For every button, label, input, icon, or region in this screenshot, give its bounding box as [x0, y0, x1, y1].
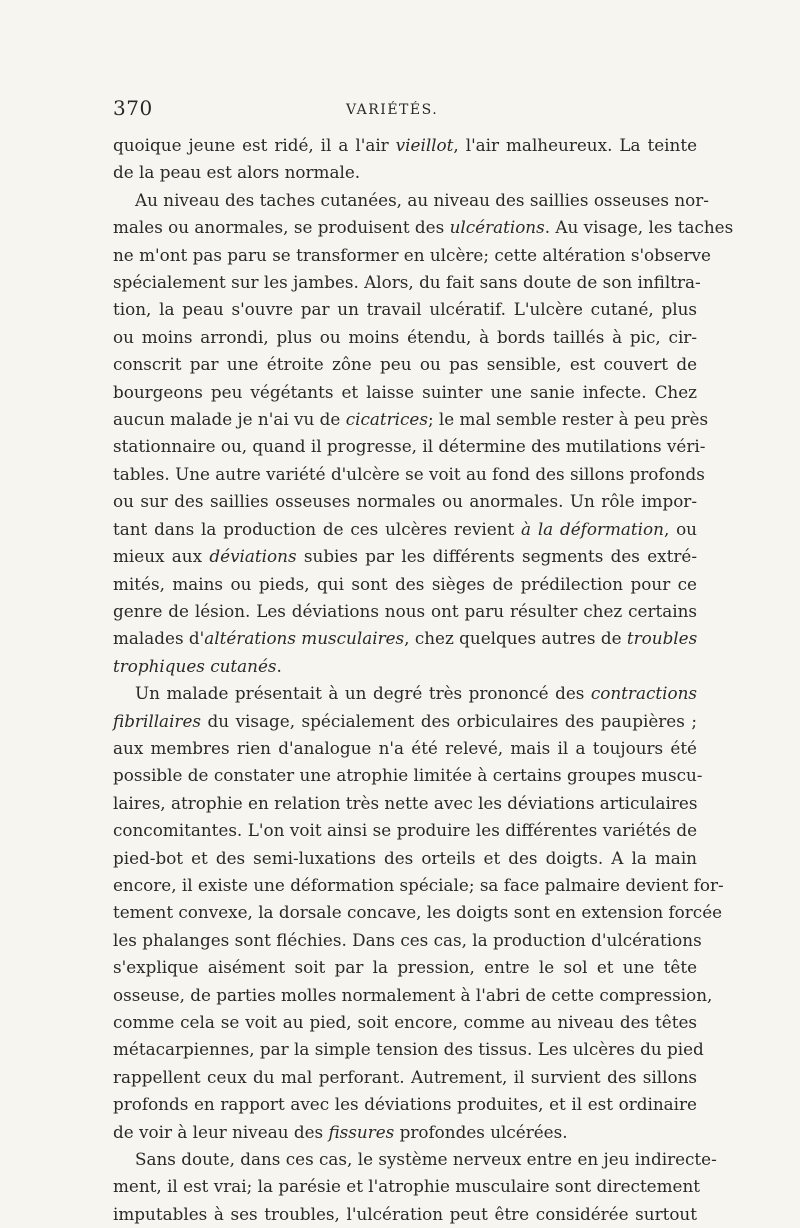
text-run: mités, mains ou pieds, qui sont des sièges de prédilection pour ce	[113, 573, 697, 594]
text-line	[113, 159, 697, 186]
text-run: , ou	[663, 518, 697, 539]
text-run: tion, la peau s'ouvre par un travail ulcératif. L'ulcère cutané, plus	[113, 299, 697, 320]
text-run: s'explique aisément soit par la pression, entre le sol et une tête	[113, 957, 697, 978]
text-line	[113, 132, 697, 159]
text-line	[113, 1009, 697, 1036]
text-run: . Au visage, les taches	[544, 217, 734, 238]
text-line	[113, 680, 697, 707]
text-line	[113, 461, 705, 488]
text-run: ne m'ont pas paru se transformer en ulcère; cette altération s'observe	[113, 244, 711, 265]
text-run: ou sur des saillies osseuses normales ou anormales. Un rôle impor-	[113, 491, 697, 512]
text-run: tables. Une autre variété d'ulcère se voit au fond des sillons profonds	[113, 463, 705, 484]
text-run: osseuse, de parties molles normalement à l'abri de cette compression,	[113, 984, 713, 1005]
text-run: de voir à leur niveau des	[113, 1121, 329, 1142]
text-line	[113, 598, 697, 625]
text-line	[113, 735, 697, 762]
text-run: males ou anormales, se produisent des	[113, 217, 450, 238]
italic-term: ulcérations	[449, 217, 545, 238]
text-line	[113, 762, 703, 789]
text-line	[113, 845, 697, 872]
text-run: du visage, spécialement des orbiculaires des paupières ;	[201, 710, 697, 731]
text-run: .	[276, 655, 282, 676]
text-line	[113, 1119, 697, 1146]
text-line	[113, 872, 724, 899]
text-line	[113, 653, 697, 680]
text-line	[113, 625, 697, 652]
text-run: ment, il est vrai; la parésie et l'atrophie musculaire sont directement	[113, 1176, 701, 1197]
text-run: imputables à ses troubles, l'ulcération peut être considérée surtout	[113, 1203, 697, 1224]
text-run: stationnaire ou, quand il progresse, il détermine des mutilations véri-	[113, 436, 706, 457]
text-run: pied-bot et des semi-luxations des orteils et des doigts. A la main	[113, 847, 697, 868]
text-line	[113, 269, 701, 296]
text-line	[113, 1036, 704, 1063]
text-run: profonds en rapport avec les déviations produites, et il est ordinaire	[113, 1094, 697, 1115]
text-run: mieux aux	[113, 546, 210, 567]
text-run: Sans doute, dans ces cas, le système nerveux entre en jeu indirecte-	[135, 1149, 717, 1170]
text-run: conscrit par une étroite zône peu ou pas sensible, est couvert de	[113, 354, 697, 375]
italic-term: vieillot	[395, 135, 454, 155]
text-line	[113, 708, 697, 735]
text-run: les phalanges sont fléchies. Dans ces cas, la production d'ulcérations	[113, 929, 702, 950]
text-run: aux membres rien d'analogue n'a été relevé, mais il a toujours été	[113, 737, 697, 758]
text-line	[113, 433, 706, 460]
italic-term: fissures	[328, 1121, 395, 1142]
text-line	[113, 324, 697, 351]
text-run: encore, il existe une déformation spéciale; sa face palmaire devient for-	[113, 874, 724, 895]
text-run: , chez quelques autres de	[404, 628, 627, 649]
text-run: comme cela se voit au pied, soit encore, comme au niveau des têtes	[113, 1012, 697, 1032]
body-text	[113, 132, 734, 1228]
text-line	[113, 351, 697, 378]
text-run: possible de constater une atrophie limitée à certains groupes muscu-	[113, 765, 703, 786]
text-run: Un malade présentait à un degré très prononcé des	[135, 683, 591, 704]
italic-term: cicatrices	[345, 409, 428, 430]
text-line	[113, 927, 702, 954]
text-line	[113, 899, 723, 926]
italic-term: altérations musculaires	[204, 628, 405, 649]
text-line	[113, 954, 697, 981]
text-run: rappellent ceux du mal perforant. Autrement, il survient des sillons	[113, 1066, 697, 1087]
text-line	[113, 187, 709, 214]
text-line	[113, 1173, 701, 1200]
text-line	[113, 1091, 697, 1118]
text-line	[113, 488, 697, 515]
text-line	[113, 790, 697, 817]
text-line	[113, 543, 697, 570]
text-run: de la peau est alors normale.	[113, 162, 361, 183]
text-line	[113, 1201, 697, 1228]
text-line	[113, 1146, 717, 1173]
text-run: ; le mal semble rester à peu près	[427, 409, 709, 430]
text-run: quoique jeune est ridé, il a l'air	[113, 135, 396, 155]
text-run: malades d'	[113, 628, 205, 649]
text-run: bourgeons peu végétants et laisse suinter une sanie infecte. Chez	[113, 381, 697, 402]
text-run: concomitantes. L'on voit ainsi se produire les différentes variétés de	[113, 820, 697, 841]
text-run: , l'air malheureux. La teinte	[453, 135, 697, 155]
italic-term: déviations	[209, 546, 297, 567]
text-line	[113, 982, 713, 1009]
page-number: 370	[113, 96, 153, 120]
text-line	[113, 379, 697, 406]
text-line	[113, 406, 709, 433]
text-run: métacarpiennes, par la simple tension des tissus. Les ulcères du pied	[113, 1039, 704, 1060]
text-run: spécialement sur les jambes. Alors, du fait sans doute de son infiltra-	[113, 272, 701, 293]
text-line	[113, 296, 697, 323]
italic-term: fibrillaires	[113, 710, 201, 731]
page-header	[113, 96, 687, 126]
italic-term: troubles	[626, 628, 698, 649]
text-line	[113, 1064, 697, 1091]
text-line	[113, 242, 711, 269]
text-run: tement convexe, la dorsale concave, les doigts sont en extension forcée	[113, 902, 723, 923]
text-line	[113, 817, 697, 844]
text-run: tant dans la production de ces ulcères revient	[113, 518, 522, 539]
text-run: ou moins arrondi, plus ou moins étendu, à bords taillés à pic, cir-	[113, 326, 697, 347]
text-run: genre de lésion. Les déviations nous ont paru résulter chez certains	[113, 600, 697, 621]
text-run: Au niveau des taches cutanées, au niveau des saillies osseuses nor-	[135, 189, 709, 210]
text-line	[113, 214, 734, 241]
text-line	[113, 516, 697, 543]
text-run: profondes ulcérées.	[394, 1121, 568, 1142]
italic-term: à la déformation	[521, 518, 664, 539]
italic-term: trophiques cutanés	[113, 655, 277, 676]
italic-term: contractions	[590, 683, 697, 704]
text-run: subies par les différents segments des extré-	[296, 546, 697, 567]
text-run: aucun malade je n'ai vu de	[113, 409, 346, 430]
running-head: VARIÉTÉS.	[346, 102, 439, 118]
text-line	[113, 571, 697, 598]
text-run: laires, atrophie en relation très nette avec les déviations articulaires	[113, 792, 698, 813]
